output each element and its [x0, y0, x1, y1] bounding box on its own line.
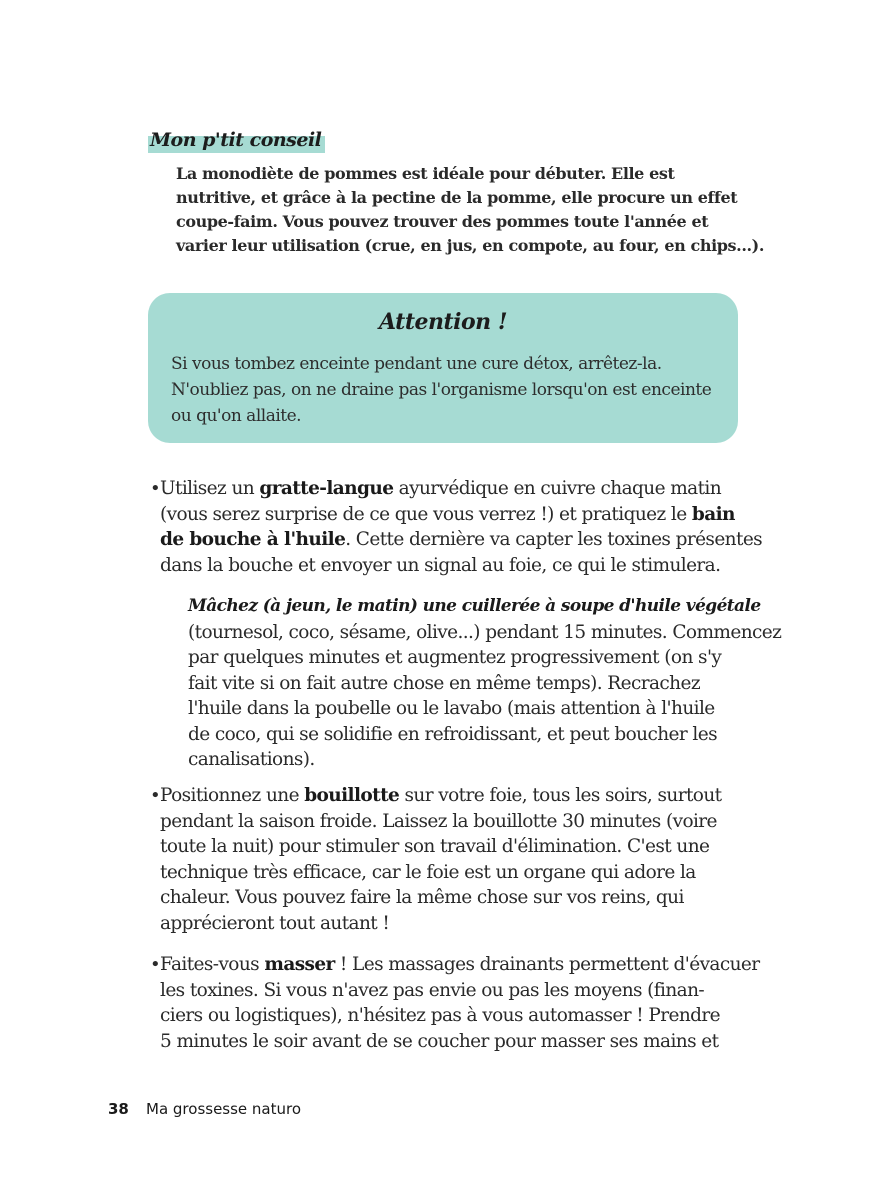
bullet-line: toute la nuit) pour stimuler son travail d'élimination. C'est une: [160, 836, 710, 857]
bullet-line: de bouche à l'huile. Cette dernière va capter les toxines présentes: [160, 529, 763, 550]
bullet-icon: •: [150, 478, 161, 499]
page-footer: [108, 1100, 302, 1118]
bullet-line: Positionnez une bouillotte sur votre foie, tous les soirs, surtout: [160, 785, 722, 806]
oil-pulling-heading: Mâchez (à jeun, le matin) une cuillerée à soupe d'huile végétale: [188, 596, 761, 616]
sub-line: l'huile dans la poubelle ou le lavabo (mais attention à l'huile: [188, 698, 715, 719]
tip-heading: Mon p'tit conseil: [148, 127, 325, 153]
sub-line: de coco, qui se solidifie en refroidissant, et peut boucher les: [188, 723, 717, 745]
attention-box: [148, 293, 738, 443]
sub-line: canalisations).: [188, 749, 315, 770]
bullet-line: (vous serez surprise de ce que vous verrez !) et pratiquez le bain: [160, 503, 735, 525]
bold-term: masser: [264, 954, 335, 975]
book-title: Ma grossesse naturo: [146, 1100, 302, 1118]
bullet-icon: •: [150, 954, 161, 975]
sub-line: fait vite si on fait autre chose en même temps). Recrachez: [188, 672, 700, 694]
attention-line: ou qu'on allaite.: [171, 406, 302, 426]
bullet-icon: •: [150, 785, 161, 806]
bullet-line: pendant la saison froide. Laissez la bouillotte 30 minutes (voire: [160, 810, 717, 832]
bullet-line: dans la bouche et envoyer un signal au foie, ce qui le stimulera.: [160, 554, 721, 576]
tip-body: [176, 162, 765, 258]
bullet-line: les toxines. Si vous n'avez pas envie ou pas les moyens (finan-: [160, 979, 705, 1001]
tip-line: coupe-faim. Vous pouvez trouver des pommes toute l'année et: [176, 212, 709, 231]
bold-term: gratte-langue: [259, 478, 394, 499]
attention-title: Attention !: [378, 309, 507, 335]
bullet-line: 5 minutes le soir avant de se coucher pour masser ses mains et: [160, 1030, 719, 1052]
sub-line: (tournesol, coco, sésame, olive...) pendant 15 minutes. Commencez: [188, 621, 782, 643]
bullet-line: chaleur. Vous pouvez faire la même chose sur vos reins, qui: [160, 887, 684, 908]
bullet-line: Faites-vous masser ! Les massages drainants permettent d'évacuer: [160, 954, 760, 975]
attention-line: Si vous tombez enceinte pendant une cure détox, arrêtez-la.: [171, 354, 662, 374]
page-number: 38: [108, 1100, 129, 1118]
bullet-line: Utilisez un gratte-langue ayurvédique en cuivre chaque matin: [160, 478, 722, 499]
bold-term: bouillotte: [304, 785, 400, 806]
oil-pulling-tip: [188, 594, 782, 773]
tip-line: varier leur utilisation (crue, en jus, en compote, au four, en chips...).: [176, 236, 765, 255]
bullet-line: ciers ou logistiques), n'hésitez pas à vous automasser ! Prendre: [160, 1005, 720, 1026]
attention-body: [171, 351, 731, 429]
sub-line: par quelques minutes et augmentez progressivement (on s'y: [188, 647, 722, 668]
bullet-line: technique très efficace, car le foie est un organe qui adore la: [160, 861, 696, 883]
bold-term: bain: [691, 503, 735, 525]
attention-line: N'oubliez pas, on ne draine pas l'organisme lorsqu'on est enceinte: [171, 380, 712, 400]
tip-line: nutritive, et grâce à la pectine de la pomme, elle procure un effet: [176, 188, 738, 207]
bullet-line: apprécieront tout autant !: [160, 912, 390, 934]
bold-term: de bouche à l'huile: [160, 529, 346, 550]
tip-line: La monodiète de pommes est idéale pour débuter. Elle est: [176, 164, 675, 183]
